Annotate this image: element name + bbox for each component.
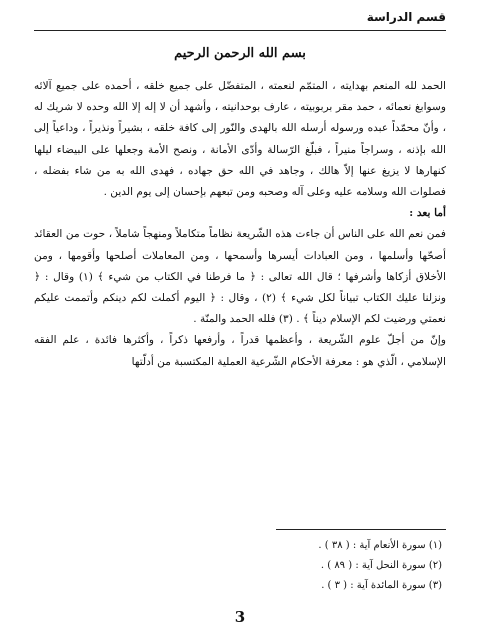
paragraph-opening: الحمد لله المنعم بهدايته ، المتمّم لنعمته ، المتفضّل على جميع خلقه ، أحمده على جميع آلائه وسوابغ نعمائه ، حمد مقر بربوبيته ، عارف بوحدانيته ، وأشهد أن لا إله إلا الله وحده لا شريك له ، وأنّ محمّداً عبده ورسوله أرسله الله بالهدى والنّور إلى كافة خلقه ، بشيراً ونذيراً ، وداعياً إلى الله بإذنه ، وسراجاً منيراً ، فبلّغ الرّسالة وأدّى الأمانة ، ونصح الأمة وجعلها على البيضاء ليلها كنهارها لا يزيغ عنها إلاّ هالك ، وجاهد في الله حق جهاده ، فهدى الله به من شاء بفضله ، فصلوات الله وسلامه عليه وعلى آله وصحبه ومن تبعهم بإحسان إلى يوم الدين . xyxy=(34,80,446,199)
footnote-1: (١) سورة الأنعام آية : ( ٣٨ ) . xyxy=(318,540,442,551)
footnote-divider xyxy=(276,529,446,530)
section-title: قسم الدراسة xyxy=(366,10,446,24)
paragraph-amma-baad: أما بعد : xyxy=(409,207,446,220)
page-number: 3 xyxy=(234,608,246,626)
main-text xyxy=(34,76,446,373)
footnotes xyxy=(34,536,442,596)
header-divider xyxy=(34,30,446,31)
footnote-2: (٢) سورة النحل آية : ( ٨٩ ) . xyxy=(320,560,442,571)
footnote-3: (٣) سورة المائدة آية : ( ٣ ) . xyxy=(321,580,442,591)
basmala-heading: بسم الله الرحمن الرحيم xyxy=(174,46,306,61)
paragraph-sharia: فمن نعم الله على الناس أن جاءت هذه الشّريعة نظاماً متكاملاً ومنهجاً شاملاً ، حوت من العقائد أصحّها وأسلمها ، ومن العبادات أيسرها وأسمحها ، ومن المعاملات أصلحها وأقومها ، ومن الأخلاق أزكاها وأشرفها ؛ قال الله تعالى : ﴿ ما فرطنا في الكتاب من شيء ﴾ (١) وقال : ﴿ ونزلنا عليك الكتاب تبياناً لكل شيء ﴾ (٢) ، وقال : ﴿ اليوم أكملت لكم دينكم وأتممت عليكم نعمتي ورضيت لكم الإسلام ديناً ﴾ . (٣) فلله الحمد والمنّة . xyxy=(34,228,446,326)
paragraph-fiqh: وإنّ من أجلّ علوم الشّريعة ، وأعظمها قدراً ، وأرفعها ذكراً ، وأكثرها فائدة ، علم الفقه الإسلامي ، الّذي هو : معرفة الأحكام الشّرعية العملية المكتسبة من أدلّتها xyxy=(34,334,446,368)
